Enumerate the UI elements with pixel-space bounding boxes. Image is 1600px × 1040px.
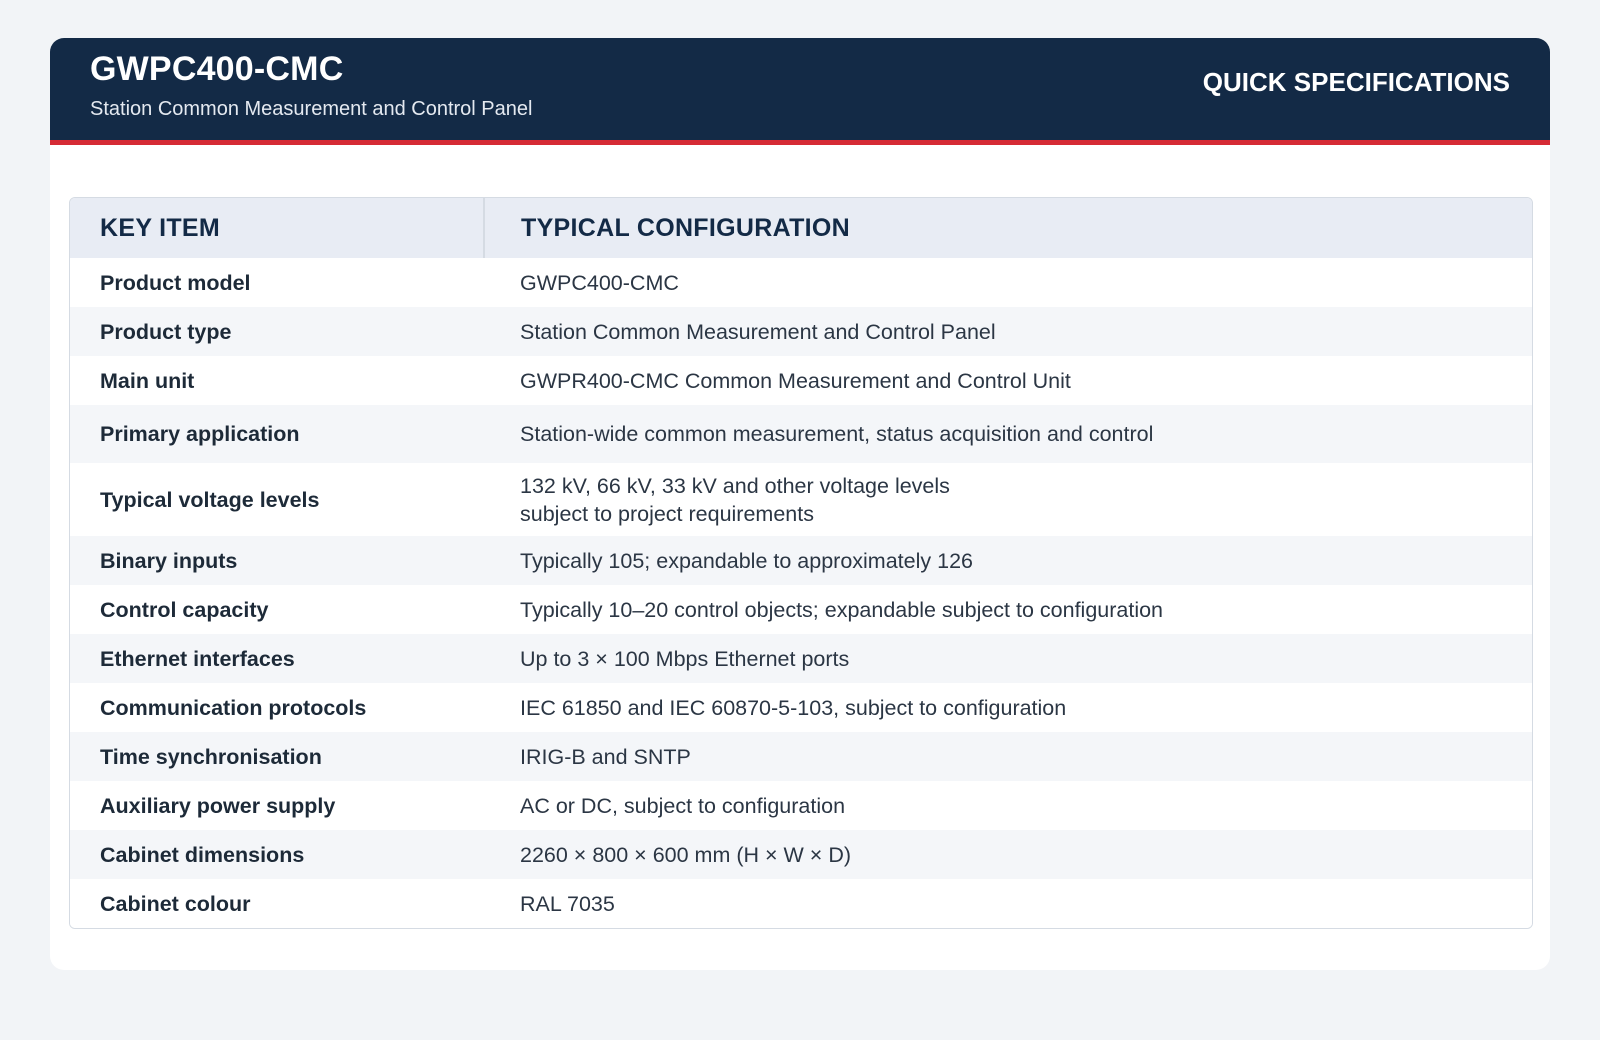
row-key: Cabinet dimensions (100, 842, 305, 867)
spec-table (70, 198, 1532, 928)
row-value: GWPC400-CMC (520, 270, 679, 295)
row-key: Primary application (100, 422, 300, 446)
row-value: Typically 105; expandable to approximately 126 (520, 548, 973, 573)
row-key: Typical voltage levels (100, 487, 320, 512)
row-key: Product model (100, 270, 251, 295)
row-key: Binary inputs (100, 548, 238, 573)
quick-specs-label: QUICK SPECIFICATIONS (1202, 67, 1510, 97)
column-header-key-item: KEY ITEM (70, 198, 484, 258)
table-row (70, 634, 1532, 683)
product-subtitle: Station Common Measurement and Control Panel (90, 98, 533, 120)
row-value-line-2: subject to project requirements (520, 501, 814, 526)
table-row (70, 781, 1532, 830)
row-value: GWPR400-CMC Common Measurement and Control Unit (520, 368, 1071, 393)
row-value: Typically 10–20 control objects; expandable subject to configuration (520, 597, 1164, 622)
header-banner (50, 38, 1550, 145)
table-row (70, 307, 1532, 356)
table-row (70, 356, 1532, 405)
product-title: GWPC400-CMC (90, 50, 344, 88)
row-value: 2260 × 800 × 600 mm (H × W × D) (520, 842, 852, 867)
row-key: Cabinet colour (100, 891, 251, 916)
row-key: Product type (100, 319, 232, 344)
row-value: RAL 7035 (520, 891, 615, 916)
table-row (70, 405, 1532, 463)
row-key: Communication protocols (100, 695, 367, 720)
row-value-line-1: 132 kV, 66 kV, 33 kV and other voltage levels (520, 473, 950, 498)
table-row (70, 683, 1532, 732)
row-key: Time synchronisation (100, 744, 322, 769)
spec-table-container (69, 197, 1533, 929)
column-header-typical-configuration: TYPICAL CONFIGURATION (484, 198, 1532, 258)
table-row (70, 585, 1532, 634)
row-key: Control capacity (100, 597, 269, 622)
row-value: IRIG-B and SNTP (520, 744, 691, 769)
table-row (70, 732, 1532, 781)
row-value: Up to 3 × 100 Mbps Ethernet ports (520, 646, 850, 671)
row-value (484, 463, 1532, 536)
row-key: Main unit (100, 368, 195, 393)
row-value: Station Common Measurement and Control Panel (520, 319, 996, 344)
table-row (70, 463, 1532, 536)
spec-card (50, 38, 1550, 970)
table-row (70, 879, 1532, 928)
table-row (70, 536, 1532, 585)
table-header-row (70, 198, 1532, 258)
row-key: Auxiliary power supply (100, 793, 336, 818)
table-row (70, 258, 1532, 307)
row-key: Ethernet interfaces (100, 646, 295, 671)
row-value: Station-wide common measurement, status acquisition and control (520, 422, 1154, 446)
row-value: IEC 61850 and IEC 60870-5-103, subject to configuration (520, 695, 1067, 720)
table-row (70, 830, 1532, 879)
row-value: AC or DC, subject to configuration (520, 793, 846, 818)
